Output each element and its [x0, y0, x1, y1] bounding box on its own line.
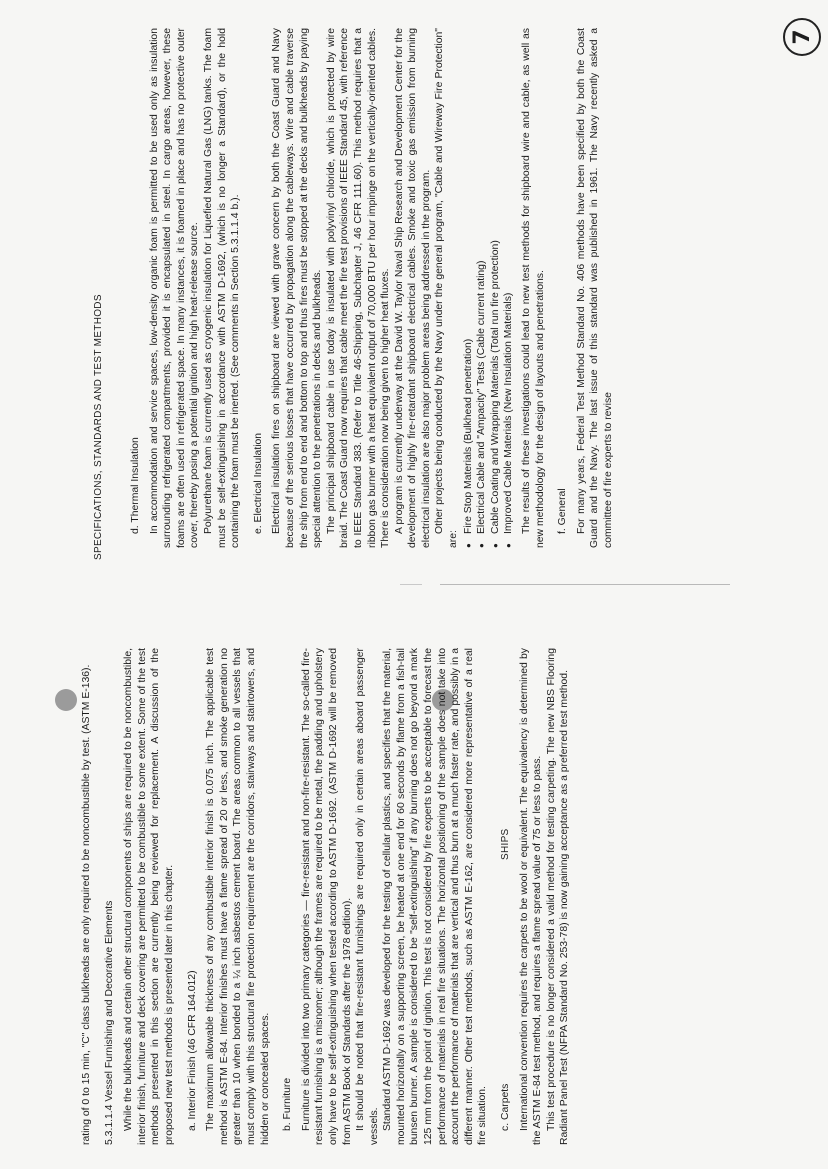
bullet-list	[462, 28, 516, 548]
paragraph: Electrical insulation fires on shipboard are viewed with grave concern by both the Coast Guard and Navy because of the serious losses that have occurred by propagation along the cableways. Wire and cable traverse the ship from end to end and bottom to top and thus fires must be stopped at the decks and bulkheads by paying special attention to the penetrations in decks and bulkheads.	[271, 28, 324, 548]
paragraph: The maximum allowable thickness of any combustible interior finish is 0.075 inch. The applicable test method is ASTM E-84. Interior finishes must have a flame spread of 20 or less, and smoke generation no greater than 10 when bonded to a ¼ inch asbestos cement board. The areas common to all vessels that must comply with this structural fire protection requirement are the corridors, stairways and stairtowers, and hidden or concealed spaces.	[205, 648, 271, 1145]
subsection-heading: a. Interior Finish (46 CFR 164.012)	[186, 970, 198, 1131]
page-number: 7	[783, 18, 821, 56]
subsection-heading: c. Carpets	[500, 1083, 512, 1131]
right-page-column	[120, 28, 616, 548]
paragraph: It should be noted that fire-resistant furnishings are required only in certain areas aboard passenger vessels.	[355, 648, 380, 1145]
bullet-item: ● Electrical Cable and "Ampacity" Tests (Cable current rating)	[475, 28, 489, 548]
subsection-heading: e. Electrical Insulation	[252, 432, 264, 534]
bullet-item: ● Improved Cable Materials (New Insulation Materials)	[502, 28, 516, 548]
page-fold-line	[440, 584, 730, 585]
bullet-item: ● Fire Stop Materials (Bulkhead penetration)	[462, 28, 476, 548]
paragraph: For many years, Federal Test Method Standard No. 406 methods have been specified by both the Coast Guard and the Navy. The last issue of this standard was published in 1961. The Navy recently asked a committee of fire experts to revise	[575, 28, 614, 548]
paragraph: International convention requires the carpets to be wool or equivalent. The equivalency is determined by the ASTM E-84 test method, and requires a flame spread value of 75 or less to pass.	[518, 648, 544, 1145]
subsection-heading: d. Thermal Insulation	[130, 437, 141, 534]
bullet-item: ● Cable Coating and Wrapping Materials (Total run fire protection)	[489, 28, 503, 548]
subsection-heading: b. Furniture	[282, 1077, 294, 1131]
paragraph: Furniture is divided into two primary categories — fire-resistant and non-fire-resistant. The so-called fire-resistant furnishing is a misnomer; although the frames are required to be metal, the padding and upholstery only have to be self-extinguishing when tested according to ASTM D-1692. (ASTM D-1692 will be removed from ASTM Book of Standards after the 1978 edition).	[300, 648, 353, 1145]
paragraph: In accommodation and service spaces, low-density organic foam is permitted to be used only as insulation surrounding refrigerated compartments, provided it is encapsulated in steel. In cargo areas, however, these foams are often used in refrigerated space. In many instances, it is foamed in place and has no protective outer cover, thereby posing a potential ignition and high heat-release source.	[148, 28, 201, 548]
paragraph: Standard ASTM D-1692 was developed for the testing of cellular plastics, and specifies that the material, mounted horizontally on a supporting screen, be heated at one end for 60 seconds by flame from a fish-tail bunsen burner. A sample is considered to be "self-extinguishing" if any burning does not go beyond a mark 125 mm from the point of ignition. This test is not considered by fire experts to be acceptable to forecast the performance of materials in real fire situations. The horizontal positioning of the sample does not take into account the performance of materials that are vertical and thus burn at a much faster rate, and possibly in a different manner. Other test methods, such as ASTM E-162, are considered more representative of a real fire situation.	[382, 648, 489, 1145]
paragraph: This test procedure is no longer considered a valid method for testing carpeting. The new NBS Flooring Radiant Panel Test (NFPA Standard No. 253-78) is now gaining acceptance as a preferred test method.	[545, 648, 571, 1145]
left-page-column	[80, 648, 572, 1145]
paragraph: A program is currently underway at the David W. Taylor Naval Ship Research and Development Center for the development of highly fire-retardant shipboard electrical cables. Smoke and toxic gas emission from burning electrical insulation are also major problem areas being addressed in the program.	[393, 28, 432, 548]
paragraph: The results of these investigations could lead to new test methods for shipboard wire and cable, as well as new methodology for the design of layouts and penetrations.	[521, 28, 546, 548]
paragraph: The principal shipboard cable in use today is insulated with polyvinyl chloride, which is protected by wire braid. The Coast Guard now requires that cable meet the fire test provisions of IEEE Standard 45, with reference to IEEE Standard 383. (Refer to Title 46-Shipping, Subchapter J, 46 CFR 111.60). This method requires that a ribbon gas burner with a heat equivalent output of 70,000 BTU per hour impinge on the vertically-oriented cables. There is consideration now being given to higher heat fluxes.	[325, 28, 392, 548]
subsection-heading: f. General	[557, 488, 569, 534]
section-heading: 5.3.1.1.4 Vessel Furnishing and Decorative Elements	[103, 900, 115, 1145]
running-head-right: SPECIFICATIONS, STANDARDS AND TEST METHODS	[93, 294, 104, 560]
paragraph: rating of 0 to 15 min, "C" class bulkheads are only required to be noncombustible by test. (ASTM E-136).	[81, 664, 92, 1145]
paragraph: Other projects being conducted by the Navy under the general program, "Cable and Wireway Fire Protection" are:	[434, 28, 460, 548]
paragraph: Polyurethane foam is currently used as cryogenic insulation for Liquefied Natural Gas (LNG) tanks. The foam must be self-extinguishing in accordance with ASTM D-1692, (which is no longer a Standard), or the hold containing the foam must be inerted. (See comments in Section 5.3.1.1.4 b.).	[202, 28, 242, 548]
page-fold-mark	[400, 584, 422, 585]
running-head-left: SHIPS	[500, 828, 511, 860]
paragraph: While the bulkheads and certain other structural components of ships are required to be noncombustible, interior finish, furniture and deck covering are permitted to be combustible to some extent. Some of the test methods presented in this section are currently being reviewed for replacement. A discussion of the proposed new test methods is presented later in this chapter.	[123, 648, 175, 1145]
binder-hole	[55, 689, 77, 711]
